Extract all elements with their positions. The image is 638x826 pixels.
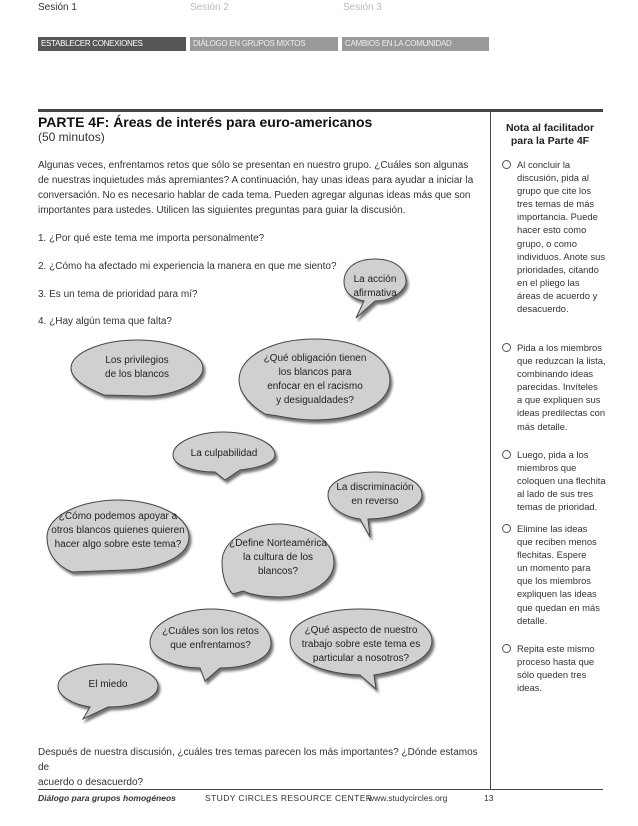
page-number: 13 xyxy=(484,793,494,803)
bubble-line: ¿Qué obligación tienen xyxy=(263,353,367,364)
intro-line: Algunas veces, enfrentamos retos que sólo se presentan en nuestro grupo. ¿Cuáles son algunas xyxy=(38,160,469,171)
session-1-bar: ESTABLECER CONEXIONES xyxy=(38,37,186,51)
intro-line: de nuestras inquietudes más apremiantes? A continuación, hay unas ideas para ayudar a iniciar la xyxy=(38,175,474,186)
bubble-line: enfocar en el racismo xyxy=(267,381,363,392)
bubble-obligation-text xyxy=(245,352,385,408)
note-line: ideas predilectas con xyxy=(517,407,606,419)
closing-paragraph xyxy=(38,745,488,790)
intro-line: importantes para ustedes. Utilicen las siguientes preguntas para guiar la discusión. xyxy=(38,205,406,216)
note-line: miembros que xyxy=(517,462,577,474)
closing-line: Después de nuestra discusión, ¿cuáles tres temas parecen los más importantes? ¿Dónde estamos de xyxy=(38,747,478,773)
page-title: PARTE 4F: Áreas de interés para euro-americanos xyxy=(38,114,373,130)
bubble-fear-text xyxy=(58,678,158,692)
note-line: temas de prioridad. xyxy=(517,501,598,513)
note-line: que los miembros xyxy=(517,575,591,587)
note-line: grupo que cite los xyxy=(517,185,592,197)
note-line: expliquen las ideas xyxy=(517,588,597,600)
bubble-line: ¿Qué aspecto de nuestro xyxy=(304,625,418,636)
bubble-line: en reverso xyxy=(351,496,399,507)
bubble-line: de los blancos xyxy=(105,369,169,380)
note-item xyxy=(517,642,625,694)
note-line: que reciben menos xyxy=(517,536,597,548)
bubble-line: El miedo xyxy=(88,679,128,690)
bubble-line: Los privilegios xyxy=(105,355,169,366)
note-line: áreas de acuerdo y xyxy=(517,289,598,301)
bubble-line: La discriminación xyxy=(336,482,414,493)
bubble-line: particular a nosotros? xyxy=(312,653,410,664)
bullet-circle-icon xyxy=(502,450,511,459)
bubble-line: blancos? xyxy=(257,566,299,577)
note-line: Al concluir la xyxy=(517,159,571,170)
note-line: grupo, o como xyxy=(517,237,577,249)
note-item xyxy=(517,448,625,513)
question-4: 4. ¿Hay algún tema que falta? xyxy=(38,316,172,327)
note-line: que reduzcan la lista, xyxy=(517,355,606,367)
bubble-line: los blancos para xyxy=(278,367,352,378)
note-item xyxy=(517,341,625,433)
bubble-line: ¿Define Norteamérica xyxy=(229,538,327,549)
bubble-line: que enfrentamos? xyxy=(170,640,251,651)
note-line: discusión, pida al xyxy=(517,172,589,184)
footer-org: STUDY CIRCLES RESOURCE CENTER xyxy=(205,793,373,803)
note-line: importancia. Puede xyxy=(517,211,598,223)
note-item xyxy=(517,522,625,627)
session-2-bar: DIÁLOGO EN GRUPOS MIXTOS xyxy=(190,37,338,51)
note-line: Pida a los miembros xyxy=(517,342,602,353)
bubble-reverse-discrimination-text xyxy=(328,481,422,509)
bubble-white-privilege-text xyxy=(77,354,197,382)
footer-title: Diálogo para grupos homogéneos xyxy=(38,793,176,803)
bubble-line: La acción xyxy=(353,274,397,285)
question-1: 1. ¿Por qué este tema me importa personalmente? xyxy=(38,233,265,244)
note-line: detalle. xyxy=(517,614,548,626)
bubble-line: y desigualdades? xyxy=(276,395,354,406)
bubble-define-america-text xyxy=(222,537,334,579)
session-2-number: Sesión 2 xyxy=(190,2,229,13)
note-line: individuos. Anote sus xyxy=(517,250,606,262)
note-line: más detalle. xyxy=(517,420,568,432)
note-line: Repita este mismo xyxy=(517,643,595,654)
note-line: que quedan en más xyxy=(517,601,600,613)
bubble-line: trabajo sobre este tema es xyxy=(301,639,421,650)
bubble-line: ¿Cuáles son los retos xyxy=(162,626,259,637)
note-line: hacer esto como xyxy=(517,224,587,236)
bubble-challenges-text xyxy=(150,625,271,653)
note-line: sólo queden tres xyxy=(517,669,587,681)
note-item xyxy=(517,158,625,315)
session-3-bar: CAMBIOS EN LA COMUNIDAD xyxy=(342,37,489,51)
intro-line: conversación. No es necesario hablar de cada tema. Pueden agregar algunas ideas más que son xyxy=(38,190,471,201)
bullet-circle-icon xyxy=(502,524,511,533)
note-line: en el pliego las xyxy=(517,276,580,288)
session-3-number: Sesión 3 xyxy=(343,2,382,13)
footer-url[interactable]: www.studycircles.org xyxy=(368,793,448,803)
bubble-line: ¿Cómo podemos apoyar a xyxy=(58,511,178,522)
sidebar-title xyxy=(497,122,603,148)
sidebar-title-line: para la Parte 4F xyxy=(510,135,590,147)
note-line: ideas. xyxy=(517,682,543,694)
note-line: Luego, pida a los xyxy=(517,449,589,460)
note-line: desacuerdo. xyxy=(517,303,569,315)
bubble-line: La culpabilidad xyxy=(190,448,258,459)
note-line: un momento para xyxy=(517,562,591,574)
bullet-circle-icon xyxy=(502,160,511,169)
bubble-line: hacer algo sobre este tema? xyxy=(54,539,182,550)
session-1-number: Sesión 1 xyxy=(38,2,77,13)
note-line: combinando ideas xyxy=(517,368,594,380)
bullet-circle-icon xyxy=(502,644,511,653)
sidebar-title-line: Nota al facilitador xyxy=(505,122,595,134)
note-line: prioridades, citando xyxy=(517,263,599,275)
bubble-line: otros blancos quienes quieren xyxy=(51,525,185,536)
bullet-circle-icon xyxy=(502,343,511,352)
note-line: tres temas de más xyxy=(517,198,595,210)
note-line: proceso hasta que xyxy=(517,656,595,668)
question-3: 3. Es un tema de prioridad para mí? xyxy=(38,289,198,300)
note-line: Elimine las ideas xyxy=(517,523,588,534)
closing-line: acuerdo o desacuerdo? xyxy=(38,777,144,788)
note-line: a que expliquen sus xyxy=(517,394,601,406)
duration: (50 minutos) xyxy=(38,130,105,144)
note-line: flechitas. Espere xyxy=(517,549,587,561)
bubble-particular-aspect-text xyxy=(291,624,431,666)
bubble-line: afirmativa xyxy=(353,288,397,299)
note-line: parecidas. Invíteles xyxy=(517,381,598,393)
note-line: al lado de sus tres xyxy=(517,488,594,500)
bubble-line: la cultura de los xyxy=(242,552,314,563)
bubble-affirmative-action-text xyxy=(334,273,416,301)
question-2: 2. ¿Cómo ha afectado mi experiencia la manera en que me siento? xyxy=(38,261,337,272)
note-line: coloquen una flechita xyxy=(517,475,606,487)
bubble-guilt-text xyxy=(173,447,275,461)
bubble-support-others-text xyxy=(48,510,188,552)
facilitator-notes xyxy=(517,158,627,718)
